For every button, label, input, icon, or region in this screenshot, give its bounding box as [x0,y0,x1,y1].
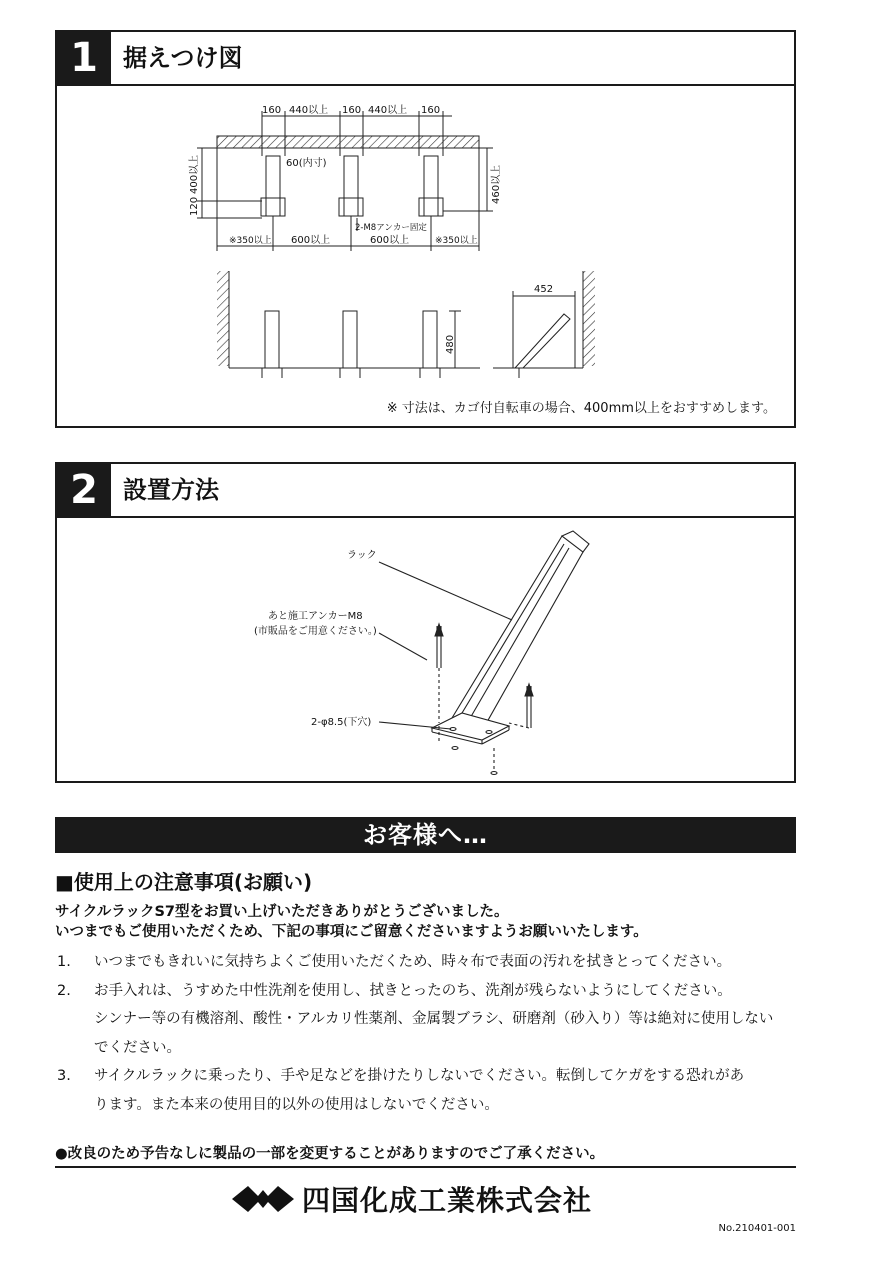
section-header [57,32,794,86]
caution-heading: ■使用上の注意事項(お願い) [55,870,313,894]
dim-440-a: 440以上 [289,105,329,116]
dim-452: 452 [534,284,554,295]
intro-line-1: サイクルラックS7型をお買い上げいただきありがとうございました。 [55,904,509,920]
caution-list [55,948,800,1119]
rack-installation-illustration [57,518,794,781]
dim-480: 480 [445,334,456,354]
dim-120: 120 [189,196,200,216]
installation-diagram [57,86,794,426]
list-item [55,1062,800,1119]
label-anchor: あと施工アンカーM8 [268,611,363,622]
installation-method-diagram [57,518,794,781]
dim-350-left: ※350以上 [229,236,272,246]
intro-line-2: いつまでもご使用いただくため、下記の事項にご留意くださいますようお願いいたします。 [55,924,648,940]
company-name: 四国化成工業株式会社 [302,1184,593,1217]
label-pilot-hole: 2-φ8.5(下穴) [311,717,372,728]
dim-400: 400以上 [189,154,200,194]
section-installation-drawing [55,30,796,428]
dim-440-b: 440以上 [368,105,408,116]
dim-600-a: 600以上 [291,235,331,246]
document-number: No.210401-001 [718,1223,796,1234]
anchor-fix-note: 2-M8アンカー固定 [355,223,427,233]
dim-600-b: 600以上 [370,235,410,246]
dim-460: 460以上 [491,164,502,204]
item-text: いつまでもきれいに気持ちよくご使用いただくため、時々布で表面の汚れを拭きとってください。 [94,954,732,970]
item-number: 2. [57,982,71,999]
list-item [55,948,800,977]
section-title: 設置方法 [123,476,219,504]
label-anchor-note: (市販品をご用意ください。) [254,626,377,637]
item-text: サイクルラックに乗ったり、手や足などを掛けたりしないでください。転倒してケガをする恐れがあ [94,1068,745,1084]
customer-banner: お客様へ… [55,817,796,853]
dim-350-right: ※350以上 [435,236,478,246]
divider [55,1166,796,1168]
item-text: でください。 [94,1039,181,1056]
section-number: 2 [57,464,111,516]
section-header [57,464,794,518]
item-number: 1. [57,954,71,970]
dim-160-mid: 160 [342,105,362,116]
plan-and-elevation-drawing [57,86,794,426]
label-rack: ラック [347,550,377,561]
company-logo [232,1178,592,1220]
company-mark-icon [232,1184,294,1214]
section-number: 1 [57,32,111,84]
list-item [55,977,800,1063]
section-installation-method [55,462,796,783]
item-text: お手入れは、うすめた中性洗剤を使用し、拭きとったのち、洗剤が残らないようにしてください。 [94,982,732,999]
item-number: 3. [57,1068,71,1084]
size-recommendation-note: ※ 寸法は、カゴ付自転車の場合、400mm以上をおすすめします。 [386,401,776,416]
section-title: 据えつけ図 [123,44,243,72]
dim-160-left: 160 [262,105,282,116]
dim-inner-60: 60(内寸) [286,158,327,169]
item-text: ります。また本来の使用目的以外の使用はしないでください。 [94,1096,499,1113]
item-text: シンナー等の有機溶剤、酸性・アルカリ性薬剤、金属製ブラシ、研磨剤（砂入り）等は絶対に使用しない [94,1011,774,1027]
dim-160-right: 160 [421,105,441,116]
change-notice: ●改良のため予告なしに製品の一部を変更することがありますのでご了承ください。 [55,1146,605,1162]
